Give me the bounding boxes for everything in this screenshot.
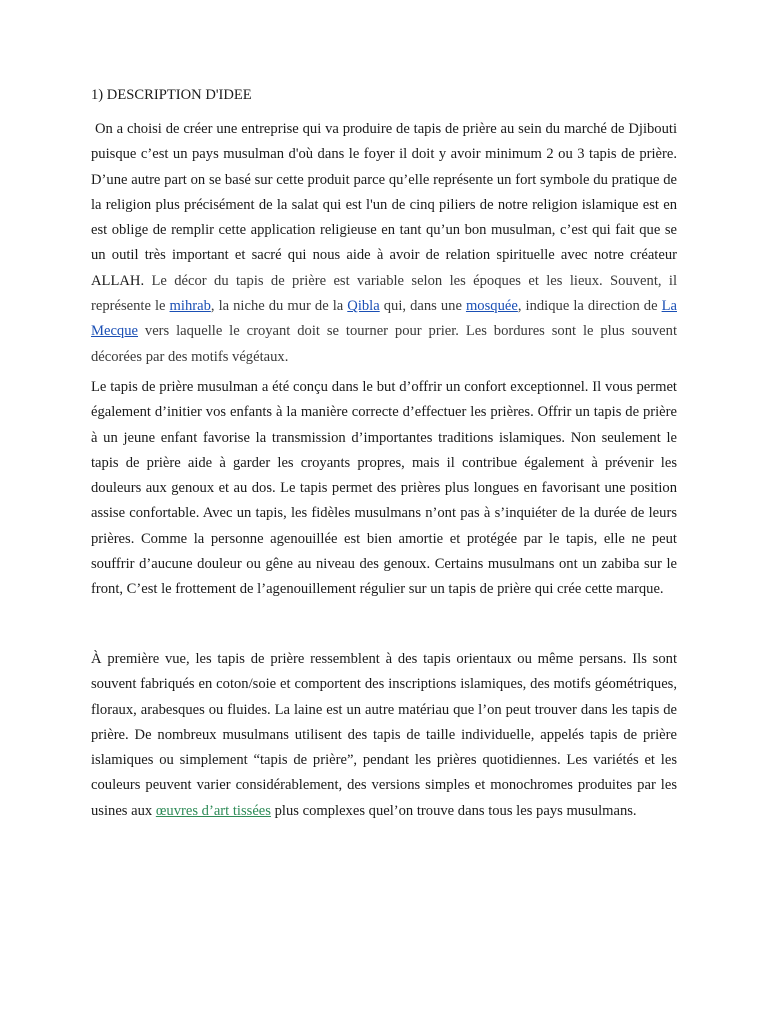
paragraph-3 <box>91 647 677 824</box>
link-oeuvres-art-tissees[interactable]: œuvres d’art tissées <box>155 802 271 819</box>
paragraph-1 <box>91 117 677 370</box>
paragraph-1-text-c: , la niche du mur de la <box>210 298 348 315</box>
link-la-mecque[interactable]: La Mecque <box>91 298 677 340</box>
paragraph-1-text-f: vers laquelle le croyant doit se tourner pour prier. Les bordures sont le plus souvent décorées par des motifs végétaux. <box>91 323 677 365</box>
paragraph-1-text-b: Le décor du tapis de prière est variable selon les époques et les lieux. Souvent, il représente le <box>91 272 677 315</box>
paragraph-2-text: Le tapis de prière musulman a été conçu dans le but d’offrir un confort exceptionnel. Il vous permet également d’initier vos enfants à la manière correcte d’effectuer les prières. Offrir un tapis de prière à un jeune enfant favorise la transmission d’importantes traditions islamiques. Non seulement le tapis de prière aide à garder les croyants propres, mais il contribue également à prévenir les douleurs aux genoux et au dos. Le tapis permet des prières plus longues en favorisant une position assise confortable. Avec un tapis, les fidèles musulmans n’ont pas à s’inquiéter de la durée de leurs prières. Comme la personne agenouillée est bien amortie et protégée par le tapis, elle ne peut souffrir d’aucune douleur ou gêne au niveau des genoux. Certains musulmans ont un zabiba sur le front, C’est le frottement de l’agenouillement régulier sur un tapis de prière qui crée cette marque. <box>91 379 677 598</box>
paragraph-1-text-a: On a choisi de créer une entreprise qui va produire de tapis de prière au sein du marché de Djibouti puisque c’est un pays musulman d'où dans le foyer il doit y avoir minimum 2 ou 3 tapis de prière. D’une autre part on se basé sur cette produit parce qu’elle représente un fort symbole du pratique de la religion plus précisément de la salat qui est l'un de cinq piliers de notre religion islamique est en est oblige de remplir cette application religieuse en tant qu’un bon musulman, c’est qui fait que se un outil très important et sacré qui nous aide à avoir de relation spirituelle avec notre créateur ALLAH. <box>91 121 677 289</box>
link-mosquee[interactable]: mosquée <box>465 298 518 315</box>
paragraph-1-text-e: , indique la direction de <box>517 298 662 315</box>
paragraph-3-text-a: À première vue, les tapis de prière ressemblent à des tapis orientaux ou même persans. Ils sont souvent fabriqués en coton/soie et comportent des inscriptions islamiques, des motifs géométriques, floraux, arabesques ou fluides. La laine est un autre matériau que l’on peut trouver dans les tapis de prière. De nombreux musulmans utilisent des tapis de taille individuelle, appelés tapis de prière islamiques ou simplement “tapis de prière”, pendant les prières quotidiennes. Les variétés et les couleurs peuvent varier considérablement, des versions simples et monochromes produites par les usines aux <box>91 651 677 819</box>
section-heading: 1) DESCRIPTION D'IDEE <box>91 87 252 103</box>
paragraph-1-text-d: qui, dans une <box>379 298 466 315</box>
link-mihrab[interactable]: mihrab <box>169 298 211 315</box>
link-qibla[interactable]: Qibla <box>347 298 380 315</box>
paragraph-2 <box>91 375 677 603</box>
paragraph-3-text-b: plus complexes quel’on trouve dans tous les pays musulmans. <box>270 802 637 819</box>
